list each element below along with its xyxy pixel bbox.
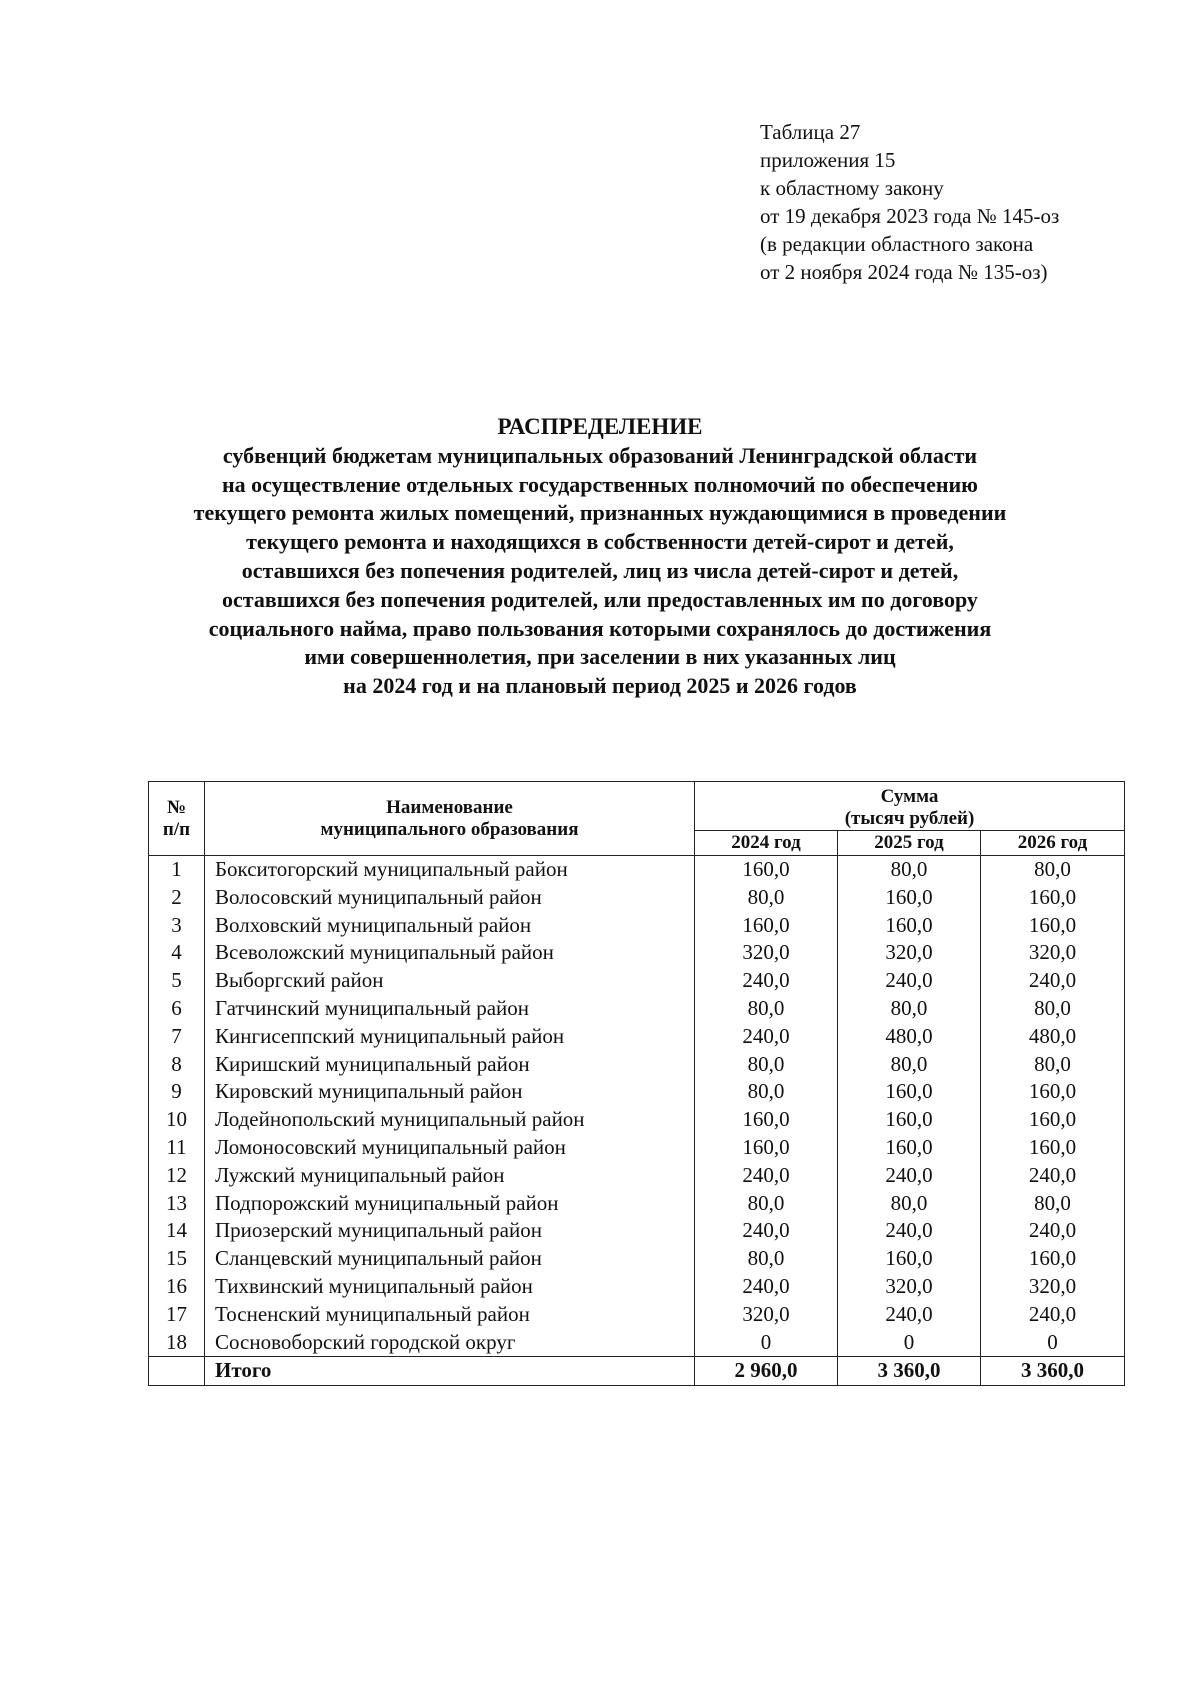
value-2025: 320,0 xyxy=(838,1273,981,1301)
municipality-name: Тосненский муниципальный район xyxy=(205,1301,695,1329)
table-row xyxy=(149,1106,1125,1134)
total-row xyxy=(149,1357,1125,1386)
table-row xyxy=(149,939,1125,967)
row-number: 9 xyxy=(149,1078,205,1106)
total-label: Итого xyxy=(205,1357,695,1386)
value-2025: 240,0 xyxy=(838,1301,981,1329)
title-line: на 2024 год и на плановый период 2025 и 2026 годов xyxy=(343,673,857,699)
total-row-number xyxy=(149,1357,205,1386)
value-2024: 240,0 xyxy=(695,1217,838,1245)
value-2026: 80,0 xyxy=(981,995,1125,1023)
value-2025: 160,0 xyxy=(838,912,981,940)
value-2026: 480,0 xyxy=(981,1023,1125,1051)
header-line: (в редакции областного закона xyxy=(760,232,1034,256)
row-number: 5 xyxy=(149,967,205,995)
table-row xyxy=(149,1078,1125,1106)
value-2024: 80,0 xyxy=(695,884,838,912)
municipality-name: Тихвинский муниципальный район xyxy=(205,1273,695,1301)
column-header-year-2024: 2024 год xyxy=(695,831,838,856)
distribution-table-wrapper xyxy=(148,781,1124,1386)
table-row xyxy=(149,995,1125,1023)
value-2025: 0 xyxy=(838,1329,981,1357)
value-2024: 160,0 xyxy=(695,912,838,940)
header-line: Таблица 27 xyxy=(760,120,861,144)
title-line: социального найма, право пользования которыми сохранялось до достижения xyxy=(208,615,992,641)
value-2024: 80,0 xyxy=(695,1190,838,1218)
table-row xyxy=(149,1245,1125,1273)
value-2026: 240,0 xyxy=(981,1162,1125,1190)
municipality-name: Волосовский муниципальный район xyxy=(205,884,695,912)
column-header-sum: Сумма (тысяч рублей) xyxy=(695,782,1125,831)
value-2025: 160,0 xyxy=(838,1106,981,1134)
title-line: субвенций бюджетам муниципальных образований Ленинградской области xyxy=(222,442,978,468)
header-line: к областному закону xyxy=(760,176,944,200)
value-2024: 320,0 xyxy=(695,939,838,967)
value-2024: 160,0 xyxy=(695,1106,838,1134)
value-2024: 320,0 xyxy=(695,1301,838,1329)
municipality-name: Сланцевский муниципальный район xyxy=(205,1245,695,1273)
row-number: 6 xyxy=(149,995,205,1023)
row-number: 4 xyxy=(149,939,205,967)
row-number: 11 xyxy=(149,1134,205,1162)
value-2026: 240,0 xyxy=(981,1301,1125,1329)
value-2024: 240,0 xyxy=(695,1273,838,1301)
title-line: ими совершеннолетия, при заселении в них указанных лиц xyxy=(304,644,896,670)
row-number: 12 xyxy=(149,1162,205,1190)
value-2026: 320,0 xyxy=(981,1273,1125,1301)
column-header-name: Наименование муниципального образования xyxy=(205,782,695,856)
municipality-name: Приозерский муниципальный район xyxy=(205,1217,695,1245)
value-2026: 160,0 xyxy=(981,1078,1125,1106)
value-2024: 80,0 xyxy=(695,1078,838,1106)
column-header-year-2025: 2025 год xyxy=(838,831,981,856)
total-2026: 3 360,0 xyxy=(981,1357,1125,1386)
municipality-name: Ломоносовский муниципальный район xyxy=(205,1134,695,1162)
row-number: 7 xyxy=(149,1023,205,1051)
table-row xyxy=(149,1217,1125,1245)
table-row xyxy=(149,912,1125,940)
municipality-name: Лодейнопольский муниципальный район xyxy=(205,1106,695,1134)
value-2025: 80,0 xyxy=(838,1051,981,1079)
value-2026: 160,0 xyxy=(981,1106,1125,1134)
table-row xyxy=(149,1051,1125,1079)
municipality-name: Гатчинский муниципальный район xyxy=(205,995,695,1023)
table-body xyxy=(149,856,1125,1386)
row-number: 2 xyxy=(149,884,205,912)
table-row xyxy=(149,1329,1125,1357)
value-2025: 160,0 xyxy=(838,1134,981,1162)
value-2026: 80,0 xyxy=(981,856,1125,884)
value-2025: 160,0 xyxy=(838,884,981,912)
title-main: РАСПРЕДЕЛЕНИЕ xyxy=(497,414,703,439)
value-2026: 160,0 xyxy=(981,884,1125,912)
value-2026: 160,0 xyxy=(981,912,1125,940)
row-number: 1 xyxy=(149,856,205,884)
value-2024: 240,0 xyxy=(695,1162,838,1190)
row-number: 15 xyxy=(149,1245,205,1273)
header-line: приложения 15 xyxy=(760,148,896,172)
value-2024: 240,0 xyxy=(695,1023,838,1051)
value-2025: 480,0 xyxy=(838,1023,981,1051)
value-2026: 80,0 xyxy=(981,1190,1125,1218)
document-title xyxy=(100,413,1100,701)
table-row xyxy=(149,856,1125,884)
title-line: оставшихся без попечения родителей, или предоставленных им по договору xyxy=(222,586,978,612)
municipality-name: Киришский муниципальный район xyxy=(205,1051,695,1079)
municipality-name: Бокситогорский муниципальный район xyxy=(205,856,695,884)
value-2026: 320,0 xyxy=(981,939,1125,967)
value-2024: 80,0 xyxy=(695,995,838,1023)
value-2026: 0 xyxy=(981,1329,1125,1357)
table-row xyxy=(149,1023,1125,1051)
value-2026: 240,0 xyxy=(981,1217,1125,1245)
title-line: на осуществление отдельных государственных полномочий по обеспечению xyxy=(221,471,978,497)
municipality-name: Волховский муниципальный район xyxy=(205,912,695,940)
title-line: текущего ремонта жилых помещений, признанных нуждающимися в проведении xyxy=(193,500,1007,526)
header-line: от 2 ноября 2024 года № 135-оз) xyxy=(760,260,1048,284)
municipality-name: Лужский муниципальный район xyxy=(205,1162,695,1190)
header-line: от 19 декабря 2023 года № 145-оз xyxy=(760,204,1060,228)
total-2025: 3 360,0 xyxy=(838,1357,981,1386)
row-number: 17 xyxy=(149,1301,205,1329)
municipality-name: Кировский муниципальный район xyxy=(205,1078,695,1106)
value-2025: 160,0 xyxy=(838,1078,981,1106)
table-row xyxy=(149,1190,1125,1218)
value-2025: 80,0 xyxy=(838,1190,981,1218)
row-number: 8 xyxy=(149,1051,205,1079)
table-row xyxy=(149,967,1125,995)
municipality-name: Выборгский район xyxy=(205,967,695,995)
municipality-name: Сосновоборский городской округ xyxy=(205,1329,695,1357)
row-number: 3 xyxy=(149,912,205,940)
value-2026: 160,0 xyxy=(981,1245,1125,1273)
table-row xyxy=(149,884,1125,912)
value-2026: 160,0 xyxy=(981,1134,1125,1162)
table-row xyxy=(149,1134,1125,1162)
municipality-name: Подпорожский муниципальный район xyxy=(205,1190,695,1218)
table-row xyxy=(149,1301,1125,1329)
title-line: текущего ремонта и находящихся в собственности детей-сирот и детей, xyxy=(246,529,954,555)
value-2024: 0 xyxy=(695,1329,838,1357)
column-header-number: № п/п xyxy=(149,782,205,856)
distribution-table xyxy=(148,781,1125,1386)
value-2025: 320,0 xyxy=(838,939,981,967)
value-2024: 80,0 xyxy=(695,1245,838,1273)
value-2024: 160,0 xyxy=(695,856,838,884)
total-2024: 2 960,0 xyxy=(695,1357,838,1386)
value-2025: 160,0 xyxy=(838,1245,981,1273)
value-2025: 240,0 xyxy=(838,1162,981,1190)
municipality-name: Кингисеппский муниципальный район xyxy=(205,1023,695,1051)
row-number: 16 xyxy=(149,1273,205,1301)
row-number: 13 xyxy=(149,1190,205,1218)
row-number: 14 xyxy=(149,1217,205,1245)
title-line: оставшихся без попечения родителей, лиц из числа детей-сирот и детей, xyxy=(241,557,959,583)
row-number: 10 xyxy=(149,1106,205,1134)
table-row xyxy=(149,1273,1125,1301)
value-2024: 80,0 xyxy=(695,1051,838,1079)
value-2026: 240,0 xyxy=(981,967,1125,995)
value-2026: 80,0 xyxy=(981,1051,1125,1079)
value-2024: 160,0 xyxy=(695,1134,838,1162)
value-2024: 240,0 xyxy=(695,967,838,995)
value-2025: 80,0 xyxy=(838,856,981,884)
document-reference-header xyxy=(760,118,1059,286)
table-row xyxy=(149,1162,1125,1190)
value-2025: 80,0 xyxy=(838,995,981,1023)
value-2025: 240,0 xyxy=(838,967,981,995)
row-number: 18 xyxy=(149,1329,205,1357)
municipality-name: Всеволожский муниципальный район xyxy=(205,939,695,967)
value-2025: 240,0 xyxy=(838,1217,981,1245)
column-header-year-2026: 2026 год xyxy=(981,831,1125,856)
